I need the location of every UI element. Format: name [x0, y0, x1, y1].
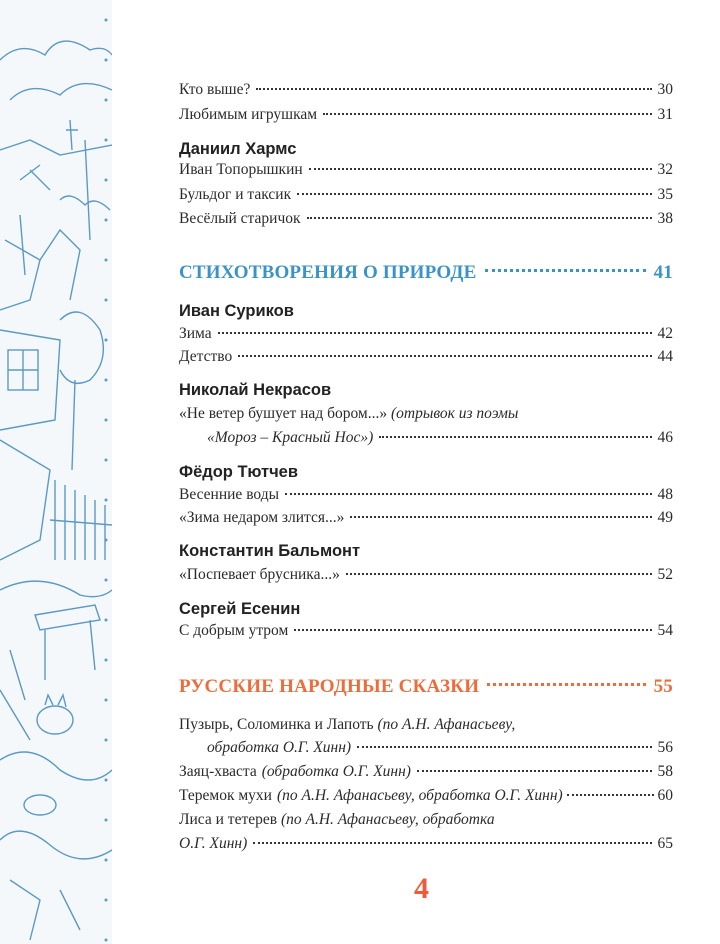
- toc-entry-page: 54: [657, 622, 673, 639]
- leader-dots: [487, 683, 645, 686]
- leader-dots: [417, 770, 652, 772]
- toc-entry-page: 44: [657, 348, 673, 365]
- toc-entry[interactable]: [179, 322, 673, 346]
- toc-entry-page: 56: [657, 739, 673, 756]
- section-page: 41: [653, 262, 673, 283]
- leader-dots: [379, 436, 651, 438]
- toc-entry-title: Кто выше?: [179, 81, 251, 98]
- leader-dots: [357, 746, 651, 748]
- toc-entry[interactable]: [179, 158, 673, 182]
- toc-entry[interactable]: [179, 832, 673, 856]
- toc-entry-note: О.Г. Хинн): [179, 835, 248, 852]
- leader-dots: [285, 493, 651, 495]
- toc-entry-title: Теремок мухи: [179, 787, 272, 804]
- page-number: 4: [414, 872, 429, 905]
- toc-entry[interactable]: [179, 103, 673, 127]
- toc-entry-title: Заяц-хваста: [179, 763, 257, 780]
- leader-dots: [253, 842, 651, 844]
- section-heading-tales[interactable]: [179, 672, 673, 702]
- toc-entry-title: Бульдог и таксик: [179, 186, 292, 203]
- toc-entry[interactable]: [179, 183, 673, 207]
- toc-entry-title: Иван Топорышкин: [179, 161, 303, 178]
- toc-entry-page: 58: [657, 763, 673, 780]
- toc-entry-note: (по А.Н. Афанасьеву,: [377, 716, 516, 733]
- toc-entry[interactable]: [179, 426, 673, 450]
- toc-entry[interactable]: [179, 78, 673, 102]
- leader-dots: [294, 629, 651, 631]
- author-heading: Иван Суриков: [179, 302, 294, 320]
- toc-entry-note: (обработка О.Г. Хинн): [261, 763, 411, 780]
- leader-dots: [297, 193, 651, 195]
- toc-entry[interactable]: [179, 506, 673, 530]
- toc-entry-page: 42: [657, 325, 673, 342]
- toc-entry-title: Зима: [179, 325, 212, 342]
- toc-entry[interactable]: [179, 345, 673, 369]
- toc-entry-title: Детство: [179, 348, 233, 365]
- toc-entry-page: 65: [657, 835, 673, 852]
- toc-entry-page: 48: [657, 486, 673, 503]
- leader-dots: [256, 88, 651, 90]
- toc-entry-page: 31: [657, 106, 673, 123]
- leader-dots: [350, 516, 651, 518]
- toc-entry-line1[interactable]: [179, 808, 495, 832]
- leader-dots: [567, 794, 654, 796]
- toc-entry[interactable]: [179, 760, 673, 784]
- author-heading: Николай Некрасов: [179, 381, 332, 399]
- toc-entry-title: Весёлый старичок: [179, 210, 301, 227]
- side-illustration: [0, 0, 112, 944]
- toc-entry-title: Любимым игрушкам: [179, 106, 318, 123]
- toc-entry-title: «Поспевает брусника...»: [179, 566, 340, 583]
- toc-entry[interactable]: [179, 563, 673, 587]
- leader-dots: [323, 113, 651, 115]
- toc-entry-page: 38: [657, 210, 673, 227]
- leader-dots: [238, 355, 651, 357]
- toc-entry-page: 52: [657, 566, 673, 583]
- toc-entry-note: (по А.Н. Афанасьеву, обработка: [280, 811, 495, 828]
- village-sketch-icon: [0, 0, 112, 944]
- toc-entry-title: С добрым утром: [179, 622, 289, 639]
- toc-entry-note: (по А.Н. Афанасьеву, обработка О.Г. Хинн): [276, 787, 563, 804]
- toc-entry[interactable]: [179, 784, 673, 808]
- toc-entry[interactable]: [179, 619, 673, 643]
- leader-dots: [307, 217, 652, 219]
- toc-entry-line1[interactable]: [179, 402, 518, 426]
- author-heading: Даниил Хармс: [179, 140, 297, 158]
- toc-entry-note: (отрывок из поэмы: [390, 405, 519, 422]
- toc-entry[interactable]: [179, 736, 673, 760]
- toc-entry-title: Весенние воды: [179, 486, 280, 503]
- toc-entry[interactable]: [179, 483, 673, 507]
- toc-entry-page: 46: [657, 429, 673, 446]
- section-title: СТИХОТВОРЕНИЯ О ПРИРОДЕ: [179, 262, 477, 283]
- section-page: 55: [653, 676, 673, 697]
- leader-dots: [309, 168, 652, 170]
- toc-entry-title: «Зима недаром злится...»: [179, 509, 345, 526]
- section-heading-nature[interactable]: [179, 258, 673, 288]
- toc-entry-title: Лиса и тетерев: [179, 811, 278, 828]
- toc-entry-page: 32: [657, 161, 673, 178]
- toc-entry-page: 30: [657, 81, 673, 98]
- author-heading: Фёдор Тютчев: [179, 463, 298, 481]
- toc-entry-page: 60: [657, 787, 673, 804]
- toc-entry-line1[interactable]: [179, 713, 515, 737]
- leader-dots: [485, 269, 646, 272]
- leader-dots: [346, 573, 652, 575]
- toc-entry-page: 35: [657, 186, 673, 203]
- author-heading: Сергей Есенин: [179, 600, 301, 618]
- toc-entry-title: «Не ветер бушует над бором...»: [179, 405, 388, 422]
- toc-entry-note: «Мороз – Красный Нос»): [207, 429, 374, 446]
- toc-entry-title: Пузырь, Соломинка и Лапоть: [179, 716, 374, 733]
- author-heading: Константин Бальмонт: [179, 542, 361, 560]
- toc-entry[interactable]: [179, 207, 673, 231]
- leader-dots: [218, 332, 652, 334]
- toc-entry-page: 49: [657, 509, 673, 526]
- toc-entry-note: обработка О.Г. Хинн): [207, 739, 352, 756]
- section-title: РУССКИЕ НАРОДНЫЕ СКАЗКИ: [179, 676, 480, 697]
